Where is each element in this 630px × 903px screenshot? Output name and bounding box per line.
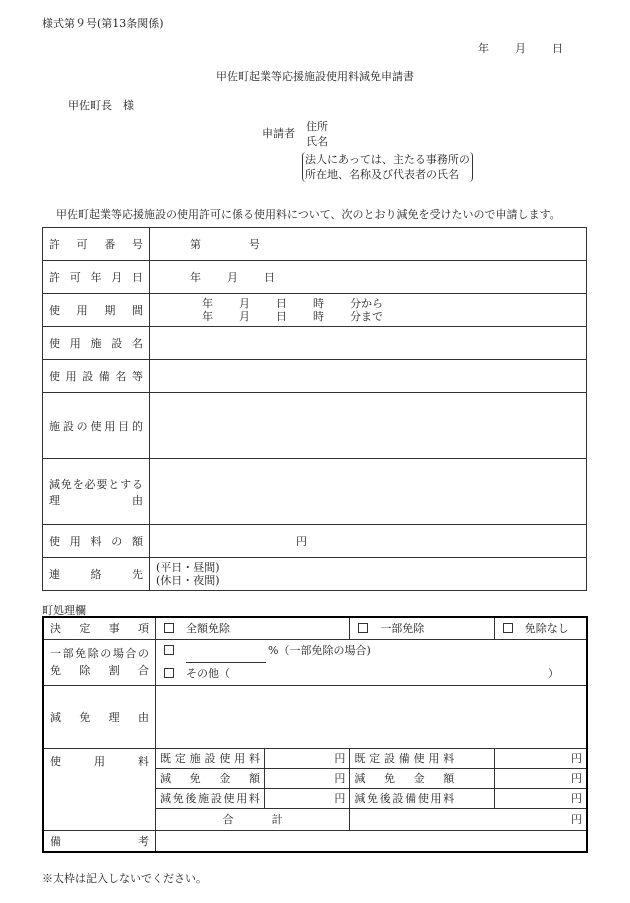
label-char: 連 (49, 568, 60, 581)
date-line (478, 40, 563, 56)
yen-unit: 円 (334, 752, 346, 765)
table-row (43, 748, 587, 768)
label-char: 設 (392, 792, 404, 805)
from-minute: 分から (350, 297, 383, 310)
table-row (43, 639, 587, 685)
label-char: る (131, 477, 143, 491)
fee-label (43, 525, 150, 558)
period-to (150, 310, 586, 323)
label-char: 用 (65, 370, 77, 383)
facility-label (43, 327, 150, 360)
reason-label (43, 459, 150, 525)
spaced-label (50, 620, 149, 636)
spaced-label (160, 750, 260, 766)
label-char: 決 (50, 622, 61, 636)
label-char: 期 (104, 304, 116, 317)
label-char: 月 (111, 271, 123, 284)
permit-number-field[interactable] (150, 228, 587, 261)
label-char: 後 (185, 792, 197, 805)
label-char: 料 (138, 754, 149, 768)
post-facility-fee-label (156, 788, 265, 808)
spaced-label (160, 770, 260, 786)
label-char: 一 (50, 647, 61, 660)
fee-unit: 円 (296, 535, 307, 548)
label-char: 金 (219, 772, 231, 785)
label-char: の (100, 647, 112, 660)
corporate-note-line-1: 法人にあっては、主たる事務所の (305, 153, 470, 166)
label-char: 由 (132, 493, 143, 507)
yen-unit: 円 (571, 752, 582, 765)
label-char: 料 (90, 535, 102, 548)
form-number: 様式第９号(第13条関係) (42, 17, 164, 30)
page-title: 甲佐町起業等応援施設使用料減免申請書 (216, 70, 414, 83)
office-reason-label (43, 685, 156, 748)
to-day: 日 (276, 310, 287, 323)
ratio-field (156, 639, 588, 685)
label-char: 既 (354, 752, 366, 765)
label-char: 使 (49, 337, 60, 350)
footer-note: ※太枠は記入しないでください。 (42, 872, 207, 885)
corporate-note (302, 152, 473, 182)
label-char: 設 (210, 792, 222, 805)
label-char: の (76, 419, 88, 433)
label-char: 減 (160, 772, 171, 785)
spaced-label (49, 302, 143, 318)
label-char: 減 (160, 792, 171, 805)
table-row (43, 558, 587, 591)
label-char: と (108, 477, 120, 491)
spaced-label (49, 566, 143, 582)
to-year: 年 (202, 310, 213, 323)
spaced-label (354, 770, 454, 786)
date-month: 月 (515, 42, 526, 55)
intro-text: 甲佐町起業等応援施設の使用許可に係る使用料について、次のとおり減免を受けたいので申請します。 (56, 208, 561, 221)
address-label: 住所 (306, 120, 328, 133)
spaced-label (160, 790, 260, 806)
label-char: 金 (413, 772, 425, 785)
label-char: 使 (223, 792, 235, 805)
to-hour: 時 (313, 310, 324, 323)
facility-reduction-value[interactable] (265, 768, 350, 788)
permit-date-year: 年 (190, 271, 201, 284)
contact-label (43, 558, 150, 591)
ratio-suffix: %（一部免除の場合) (268, 643, 371, 657)
option-none[interactable] (494, 617, 587, 639)
label-char: 用 (104, 419, 116, 433)
spaced-label (223, 811, 283, 827)
decision-label (43, 617, 156, 639)
addressee: 甲佐町長 様 (68, 99, 134, 112)
spaced-label (50, 753, 149, 769)
label-char: 料 (248, 752, 260, 765)
label-char: 合 (137, 664, 149, 677)
spaced-label (354, 790, 454, 806)
label-char: 絡 (90, 568, 102, 581)
spaced-label (50, 833, 149, 849)
label-char: 免 (50, 664, 61, 677)
purpose-label (43, 393, 150, 459)
contact-field[interactable] (150, 558, 587, 591)
permit-number-suffix: 号 (249, 238, 260, 251)
label-char: 事 (108, 622, 120, 636)
label-char: 理 (49, 493, 60, 507)
permit-date-day: 日 (264, 271, 275, 284)
label-char: 免 (367, 792, 379, 805)
table-row (43, 525, 587, 558)
table-row (43, 459, 587, 525)
label-char: 施 (49, 419, 60, 433)
label-char: 額 (443, 772, 455, 785)
label-char: 設 (111, 337, 123, 350)
label-char: 免 (75, 647, 87, 660)
label-char: 用 (94, 754, 105, 768)
date-day: 日 (552, 42, 563, 55)
label-char: 額 (132, 535, 143, 548)
remarks-label (43, 830, 156, 852)
label-char: 免 (189, 772, 201, 785)
label-char: 使 (49, 304, 60, 317)
from-day: 日 (276, 297, 287, 310)
label-char: の (137, 647, 149, 660)
office-section-heading: 町処理欄 (42, 604, 86, 617)
ratio-percent-row (164, 640, 586, 663)
spaced-label (354, 750, 454, 766)
office-fee-label (43, 748, 156, 830)
label-char: 備 (98, 370, 110, 383)
spaced-label (50, 662, 149, 679)
label-char: 備 (50, 834, 61, 848)
label-char: 設 (82, 370, 94, 383)
label-char: 日 (132, 271, 143, 284)
label-char: 目 (118, 419, 130, 433)
label-char: 合 (222, 813, 234, 826)
to-minute: 分まで (350, 310, 383, 323)
label-char: 備 (405, 792, 417, 805)
label-char: 名 (115, 370, 127, 383)
std-facility-fee-label (156, 748, 265, 768)
spaced-label (50, 709, 149, 725)
from-hour: 時 (313, 297, 324, 310)
label-char: 後 (379, 792, 391, 805)
label-char: 免 (172, 792, 184, 805)
label-char: 料 (443, 792, 455, 805)
label-char: 由 (137, 710, 149, 724)
office-reason-field[interactable] (156, 685, 588, 748)
contact-night: (休日・夜間) (156, 574, 220, 587)
equipment-field[interactable] (150, 360, 587, 393)
permit-date-field[interactable] (150, 261, 587, 294)
period-field[interactable] (150, 294, 587, 327)
table-row (43, 685, 587, 748)
label-char: 使 (90, 419, 102, 433)
label-char: 減 (354, 772, 366, 785)
contact-day: (平日・昼間) (156, 561, 220, 574)
label-char: す (120, 477, 132, 491)
label-char: 料 (443, 752, 455, 765)
label-char: 施 (198, 792, 210, 805)
label-char: 年 (90, 271, 102, 284)
spaced-label (49, 236, 143, 252)
to-month: 月 (239, 310, 250, 323)
label-char: 減 (49, 477, 60, 491)
facility-reduction-label (156, 768, 265, 788)
label-char: 用 (428, 752, 440, 765)
yen-unit: 円 (571, 772, 582, 785)
total-label (156, 808, 350, 830)
name-label: 氏名 (306, 135, 328, 148)
label-char: 用 (430, 792, 442, 805)
other-suffix: ） (548, 666, 559, 680)
label-char: 可 (69, 271, 81, 284)
label-char: 免 (79, 710, 91, 724)
table-row (43, 294, 587, 327)
label-char: 用 (234, 752, 246, 765)
spaced-label (49, 418, 143, 434)
table-row (43, 360, 587, 393)
ratio-label (43, 639, 156, 685)
label-char: 間 (131, 304, 143, 317)
checkbox-partial-exemption[interactable] (358, 623, 368, 633)
label-char: 施 (90, 337, 102, 350)
label-char: 理 (108, 710, 120, 724)
label-char: 用 (76, 304, 88, 317)
label-char: 設 (204, 752, 216, 765)
option-full-label: 全額免除 (186, 622, 230, 636)
label-char: 額 (248, 772, 260, 785)
yen-unit: 円 (334, 772, 346, 785)
permit-number-prefix: 第 (190, 238, 201, 251)
std-equipment-fee-value[interactable] (494, 748, 587, 768)
label-char: 用 (236, 792, 248, 805)
application-table (42, 227, 587, 591)
label-char: 可 (76, 238, 88, 251)
period-label (43, 294, 150, 327)
label-char: 的 (131, 419, 143, 433)
from-year: 年 (202, 297, 213, 310)
checkbox-no-exemption[interactable] (503, 623, 513, 633)
label-char: 許 (49, 271, 60, 284)
applicant-label: 申請者 (262, 127, 295, 140)
label-char: 等 (131, 370, 143, 383)
table-row (43, 393, 587, 459)
yen-unit: 円 (571, 792, 582, 805)
label-char: 場 (112, 647, 124, 660)
permit-number-label (43, 228, 150, 261)
label-char: 許 (49, 238, 60, 251)
std-equipment-fee-label (350, 748, 494, 768)
table-row (43, 830, 587, 852)
permit-date-month: 月 (227, 271, 238, 284)
table-row (43, 261, 587, 294)
label-char: 除 (87, 647, 99, 660)
equipment-reduction-label (350, 768, 494, 788)
label-char: 使 (417, 792, 429, 805)
label-char: 設 (383, 752, 395, 765)
label-char: 定 (369, 752, 381, 765)
label-char: の (111, 535, 123, 548)
table-row (43, 228, 587, 261)
checkbox-full-exemption[interactable] (164, 623, 174, 633)
option-none-label: 免除なし (524, 622, 569, 636)
label-char: 必 (84, 477, 96, 491)
label-char: 使 (49, 370, 60, 383)
corporate-note-line-2: 所在地、名称及び代表者の氏名 (305, 168, 459, 181)
label-char: 定 (174, 752, 186, 765)
checkbox-ratio-percent[interactable] (164, 645, 174, 655)
label-char: 既 (160, 752, 171, 765)
office-table (42, 616, 588, 853)
total-value[interactable] (350, 808, 587, 830)
label-char: 考 (138, 834, 149, 848)
label-char: 項 (137, 622, 149, 636)
post-facility-fee-value[interactable] (265, 788, 350, 808)
label-char: 免 (60, 477, 72, 491)
label-char: 使 (219, 752, 231, 765)
label-char: 除 (79, 664, 91, 677)
label-char: 割 (108, 664, 120, 677)
spaced-label (49, 269, 143, 285)
label-char: 用 (69, 535, 81, 548)
label-char: 免 (383, 772, 395, 785)
label-char: 番 (104, 238, 116, 251)
table-row (43, 327, 587, 360)
option-partial[interactable] (350, 617, 494, 639)
spaced-label (49, 533, 143, 549)
label-char: 使 (413, 752, 425, 765)
label-char: 料 (248, 792, 260, 805)
equipment-label (43, 360, 150, 393)
spaced-label (49, 335, 143, 351)
label-char: 計 (271, 813, 283, 826)
label-char: 号 (131, 238, 143, 251)
label-char: 設 (62, 419, 74, 433)
label-char: 先 (132, 568, 143, 581)
label-char: 使 (49, 535, 60, 548)
facility-field[interactable] (150, 327, 587, 360)
yen-unit: 円 (571, 813, 582, 826)
label-char: 使 (50, 754, 61, 768)
other-prefix: その他（ (186, 666, 230, 680)
purpose-field[interactable] (150, 393, 587, 459)
label-char: 減 (354, 792, 366, 805)
spaced-label (49, 492, 143, 508)
table-row (43, 617, 587, 639)
period-from (150, 297, 586, 310)
remarks-field[interactable] (156, 830, 588, 852)
post-equipment-fee-value[interactable] (494, 788, 587, 808)
label-char: 定 (79, 622, 91, 636)
equipment-reduction-value[interactable] (494, 768, 587, 788)
option-partial-label: 一部免除 (380, 622, 425, 636)
yen-unit: 円 (334, 792, 346, 805)
label-char: 名 (132, 337, 143, 350)
checkbox-ratio-other[interactable] (164, 668, 174, 678)
spaced-label (50, 645, 149, 662)
spaced-label (49, 368, 143, 384)
label-char: 部 (62, 647, 74, 660)
label-char: 合 (125, 647, 137, 660)
ratio-other-row (164, 663, 586, 685)
from-month: 月 (239, 297, 250, 310)
reason-field[interactable] (150, 459, 587, 525)
label-char: 施 (189, 752, 201, 765)
label-char: 要 (96, 477, 108, 491)
label-char: 備 (398, 752, 410, 765)
std-facility-fee-value[interactable] (265, 748, 350, 768)
permit-date-label (43, 261, 150, 294)
option-full[interactable] (156, 617, 350, 639)
ratio-percent-input[interactable] (186, 640, 266, 663)
fee-field[interactable] (150, 525, 587, 558)
date-year: 年 (478, 42, 489, 55)
label-char: を (72, 477, 84, 491)
post-equipment-fee-label (350, 788, 494, 808)
label-char: 用 (69, 337, 81, 350)
spaced-label (49, 476, 143, 492)
label-char: 減 (50, 710, 61, 724)
